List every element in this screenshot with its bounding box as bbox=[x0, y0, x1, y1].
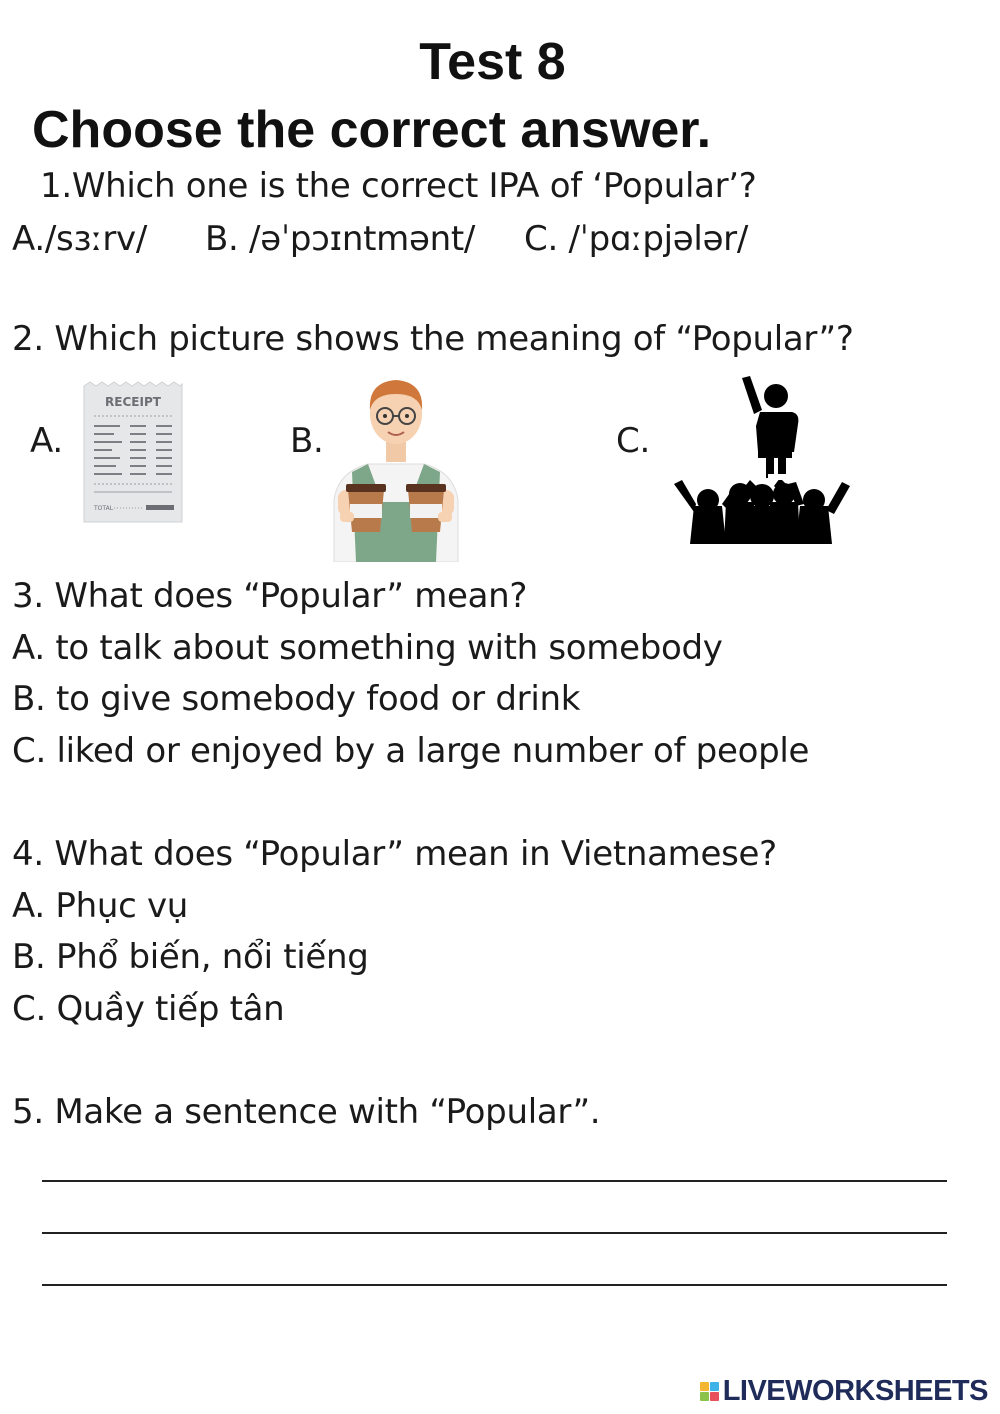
liveworksheets-logo-icon bbox=[700, 1382, 719, 1401]
answer-line-2[interactable] bbox=[42, 1232, 947, 1234]
question-1: 1.Which one is the correct IPA of ‘Popular’? bbox=[40, 166, 757, 206]
answer-line-3[interactable] bbox=[42, 1284, 947, 1286]
receipt-total-label: TOTAL bbox=[94, 505, 114, 512]
q4-option-a[interactable]: A. Phục vụ bbox=[12, 886, 189, 926]
receipt-title: RECEIPT bbox=[105, 395, 161, 409]
q3-option-c[interactable]: C. liked or enjoyed by a large number of people bbox=[12, 731, 810, 771]
question-2: 2. Which picture shows the meaning of “Popular”? bbox=[12, 319, 854, 359]
q1-option-c[interactable]: C. /ˈpɑːpjələr/ bbox=[524, 219, 749, 259]
q1-option-a[interactable]: A./sɜːrv/ bbox=[12, 219, 148, 259]
q2-option-a-label[interactable]: A. bbox=[30, 421, 63, 461]
question-5: 5. Make a sentence with “Popular”. bbox=[12, 1092, 601, 1132]
barista-serving-coffee-image[interactable] bbox=[328, 372, 464, 562]
person-above-crowd-image[interactable] bbox=[670, 374, 854, 546]
brand-name: LIVEWORKSHEETS bbox=[722, 1375, 988, 1407]
answer-line-1[interactable] bbox=[42, 1180, 947, 1182]
question-4: 4. What does “Popular” mean in Vietnamese? bbox=[12, 834, 777, 874]
q1-option-b[interactable]: B. /əˈpɔɪntmənt/ bbox=[205, 219, 476, 259]
q4-option-c[interactable]: C. Quầy tiếp tân bbox=[12, 989, 285, 1029]
receipt-icon bbox=[82, 380, 184, 524]
liveworksheets-logo bbox=[700, 1375, 988, 1408]
q4-option-b[interactable]: B. Phổ biến, nổi tiếng bbox=[12, 937, 369, 977]
q2-option-c-label[interactable]: C. bbox=[616, 421, 650, 461]
worksheet-title: Test 8 bbox=[419, 33, 566, 91]
barista-icon bbox=[328, 372, 464, 562]
receipt-image[interactable] bbox=[82, 380, 184, 524]
crowd-icon bbox=[670, 374, 854, 546]
instruction-heading: Choose the correct answer. bbox=[32, 101, 712, 159]
q3-option-b[interactable]: B. to give somebody food or drink bbox=[12, 679, 581, 719]
question-3: 3. What does “Popular” mean? bbox=[12, 576, 528, 616]
q2-option-b-label[interactable]: B. bbox=[290, 421, 324, 461]
q3-option-a[interactable]: A. to talk about something with somebody bbox=[12, 628, 723, 668]
